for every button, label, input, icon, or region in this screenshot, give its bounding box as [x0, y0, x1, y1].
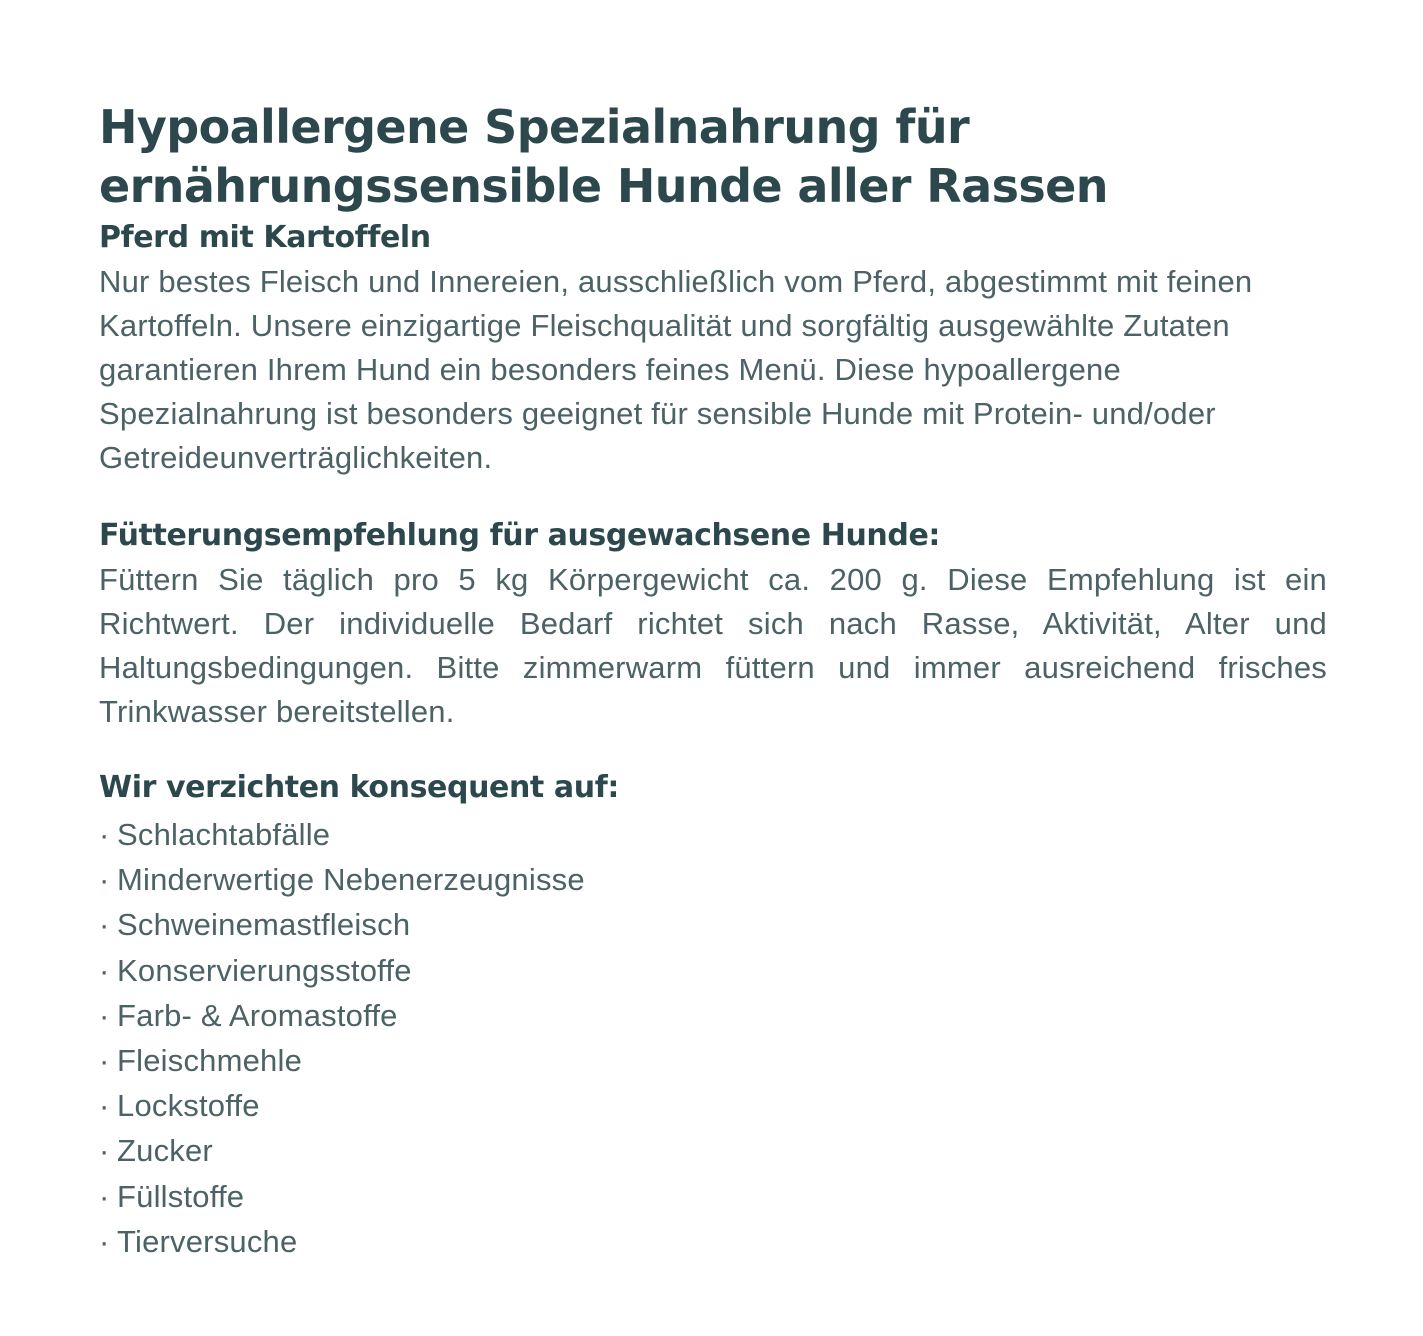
feeding-text: Füttern Sie täglich pro 5 kg Körpergewicht ca. 200 g. Diese Empfehlung ist ein Richtwert. Der individuelle Bedarf richtet sich nach Rasse, Aktivität, Alter und Haltungsbedingungen. Bitte zimmerwarm füttern und immer ausreichend frisches Trinkwasser bereitstellen. — [99, 562, 1327, 729]
list-item — [99, 902, 1327, 947]
product-title: Hypoallergene Spezialnahrung für ernährungssensible Hunde aller Rassen — [99, 100, 1108, 213]
list-item-label: Tierversuche — [117, 1223, 298, 1259]
list-item — [99, 857, 1327, 902]
list-item — [99, 1219, 1327, 1264]
bullet-icon: · — [99, 1133, 110, 1169]
list-item-label: Zucker — [117, 1133, 213, 1169]
list-item-label: Schlachtabfälle — [117, 817, 331, 852]
list-item — [99, 1128, 1327, 1173]
bullet-icon: · — [99, 1178, 110, 1214]
product-description-text: Nur bestes Fleisch und Innereien, ausschließlich vom Pferd, abgestimmt mit feinen Kartoffeln. Unsere einzigartige Fleischqualität und sorgfältig ausgewählte Zutaten garantieren Ihrem Hund ein besonders feines Menü. Diese hypoallergene Spezialnahrung ist besonders geeignet für sensible Hunde mit Protein- und/oder Getreideunverträglichkeiten. — [99, 264, 1253, 475]
bullet-icon: · — [99, 997, 110, 1033]
list-item — [99, 812, 1327, 857]
list-item-label: Lockstoffe — [117, 1088, 260, 1124]
list-item-label: Farb- & Aromastoffe — [117, 997, 398, 1033]
feeding-heading: Fütterungsempfehlung für ausgewachsene Hunde: — [99, 518, 940, 553]
bullet-icon: · — [99, 1088, 110, 1124]
list-item — [99, 1083, 1327, 1128]
bullet-icon: · — [99, 1223, 110, 1259]
list-item — [99, 948, 1327, 993]
exclusions-heading: Wir verzichten konsequent auf: — [99, 770, 619, 805]
list-item-label: Konservierungsstoffe — [117, 952, 412, 988]
list-item-label: Minderwertige Nebenerzeugnisse — [117, 862, 585, 898]
bullet-icon: · — [99, 907, 110, 943]
list-item-label: Schweinemastfleisch — [117, 907, 411, 943]
product-subtitle: Pferd mit Kartoffeln — [99, 220, 431, 255]
product-description — [99, 98, 1327, 1264]
exclusions-list — [99, 812, 1327, 1264]
bullet-icon: · — [99, 862, 110, 898]
bullet-icon: · — [99, 1043, 110, 1079]
list-item-label: Fleischmehle — [117, 1043, 303, 1079]
bullet-icon: · — [99, 817, 110, 852]
list-item — [99, 1174, 1327, 1219]
list-item — [99, 993, 1327, 1038]
list-item — [99, 1038, 1327, 1083]
bullet-icon: · — [99, 952, 110, 988]
list-item-label: Füllstoffe — [117, 1178, 245, 1214]
